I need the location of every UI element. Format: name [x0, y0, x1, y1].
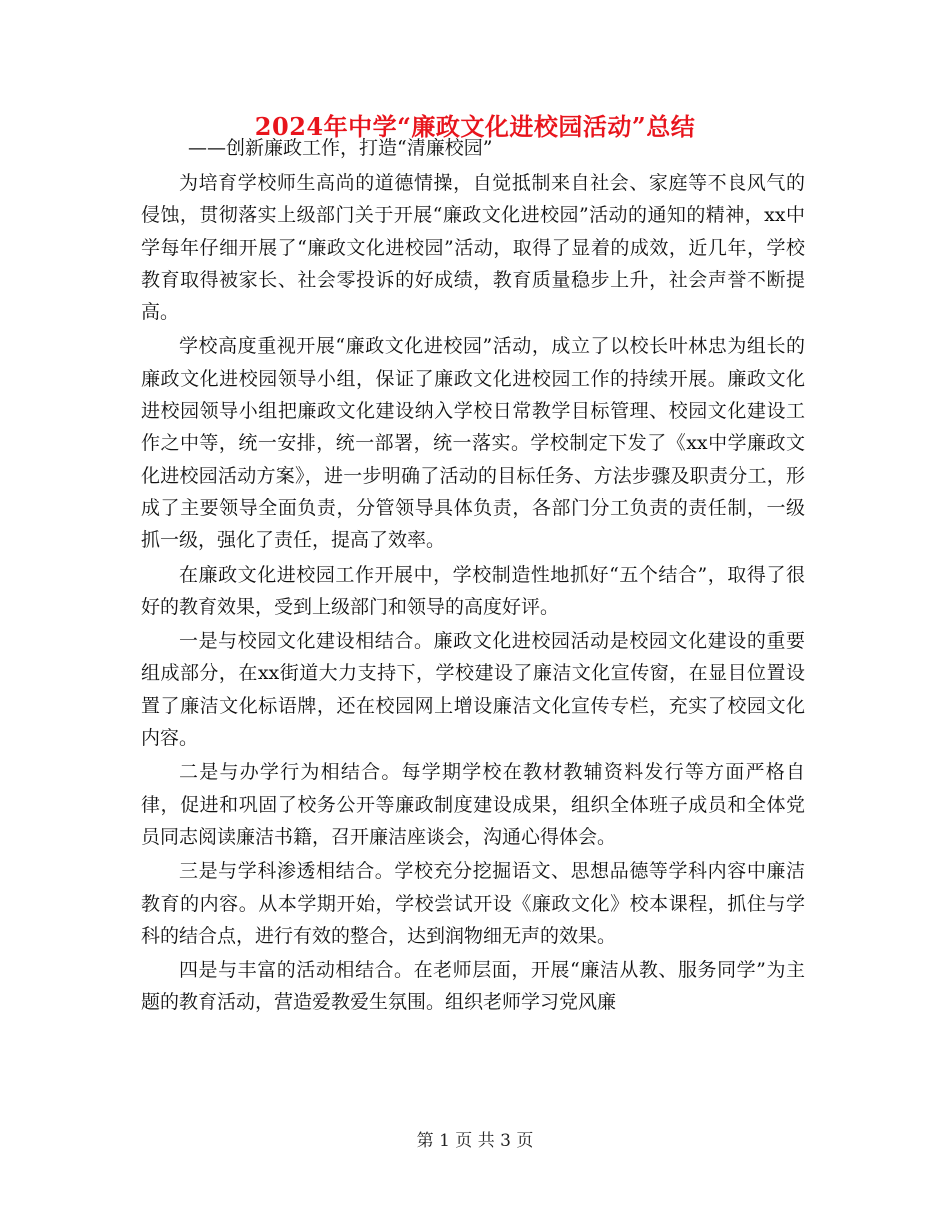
document-body — [141, 167, 805, 1021]
paragraph: 一是与校园文化建设相结合。廉政文化进校园活动是校园文化建设的重要组成部分，在xx街道大力支持下，学校建设了廉洁文化宣传窗，在显目位置设置了廉洁文化标语牌，还在校园网上增设廉洁文化宣传专栏，充实了校园文化内容。 — [141, 630, 805, 750]
paragraph: 二是与办学行为相结合。每学期学校在教材教辅资料发行等方面严格自律，促进和巩固了校务公开等廉政制度建设成果，组织全体班子成员和全体党员同志阅读廉洁书籍，召开廉洁座谈会，沟通心得体会。 — [141, 761, 805, 848]
paragraph: 三是与学科渗透相结合。学校充分挖掘语文、思想品德等学科内容中廉洁教育的内容。从本学期开始，学校尝试开设《廉政文化》校本课程，抓住与学科的结合点，进行有效的整合，达到润物细无声的效果。 — [141, 860, 805, 947]
paragraph: 为培育学校师生高尚的道德情操，自觉抵制来自社会、家庭等不良风气的侵蚀，贯彻落实上级部门关于开展“廉政文化进校园”活动的通知的精神，xx中学每年仔细开展了“廉政文化进校园”活动，取得了显着的成效，近几年，学校教育取得被家长、社会零投诉的好成绩，教育质量稳步上升，社会声誉不断提高。 — [141, 172, 805, 324]
document-subtitle: ——创新廉政工作，打造“清廉校园” — [188, 137, 493, 159]
paragraph: 在廉政文化进校园工作开展中，学校制造性地抓好“五个结合”，取得了很好的教育效果，受到上级部门和领导的高度好评。 — [141, 563, 805, 618]
paragraph: 四是与丰富的活动相结合。在老师层面，开展“廉洁从教、服务同学”为主题的教育活动，营造爱教爱生氛围。组织老师学习党风廉 — [141, 959, 805, 1014]
paragraph: 学校高度重视开展“廉政文化进校园”活动，成立了以校长叶林忠为组长的廉政文化进校园领导小组，保证了廉政文化进校园工作的持续开展。廉政文化进校园领导小组把廉政文化建设纳入学校日常教学目标管理、校园文化建设工作之中等，统一安排，统一部署，统一落实。学校制定下发了《xx中学廉政文化进校园活动方案》，进一步明确了活动的目标任务、方法步骤及职责分工，形成了主要领导全面负责，分管领导具体负责，各部门分工负责的责任制，一级抓一级，强化了责任，提高了效率。 — [141, 335, 805, 552]
page-number-footer: 第 1 页 共 3 页 — [416, 1131, 534, 1151]
document-title: 2024年中学“廉政文化进校园活动”总结 — [254, 112, 696, 141]
